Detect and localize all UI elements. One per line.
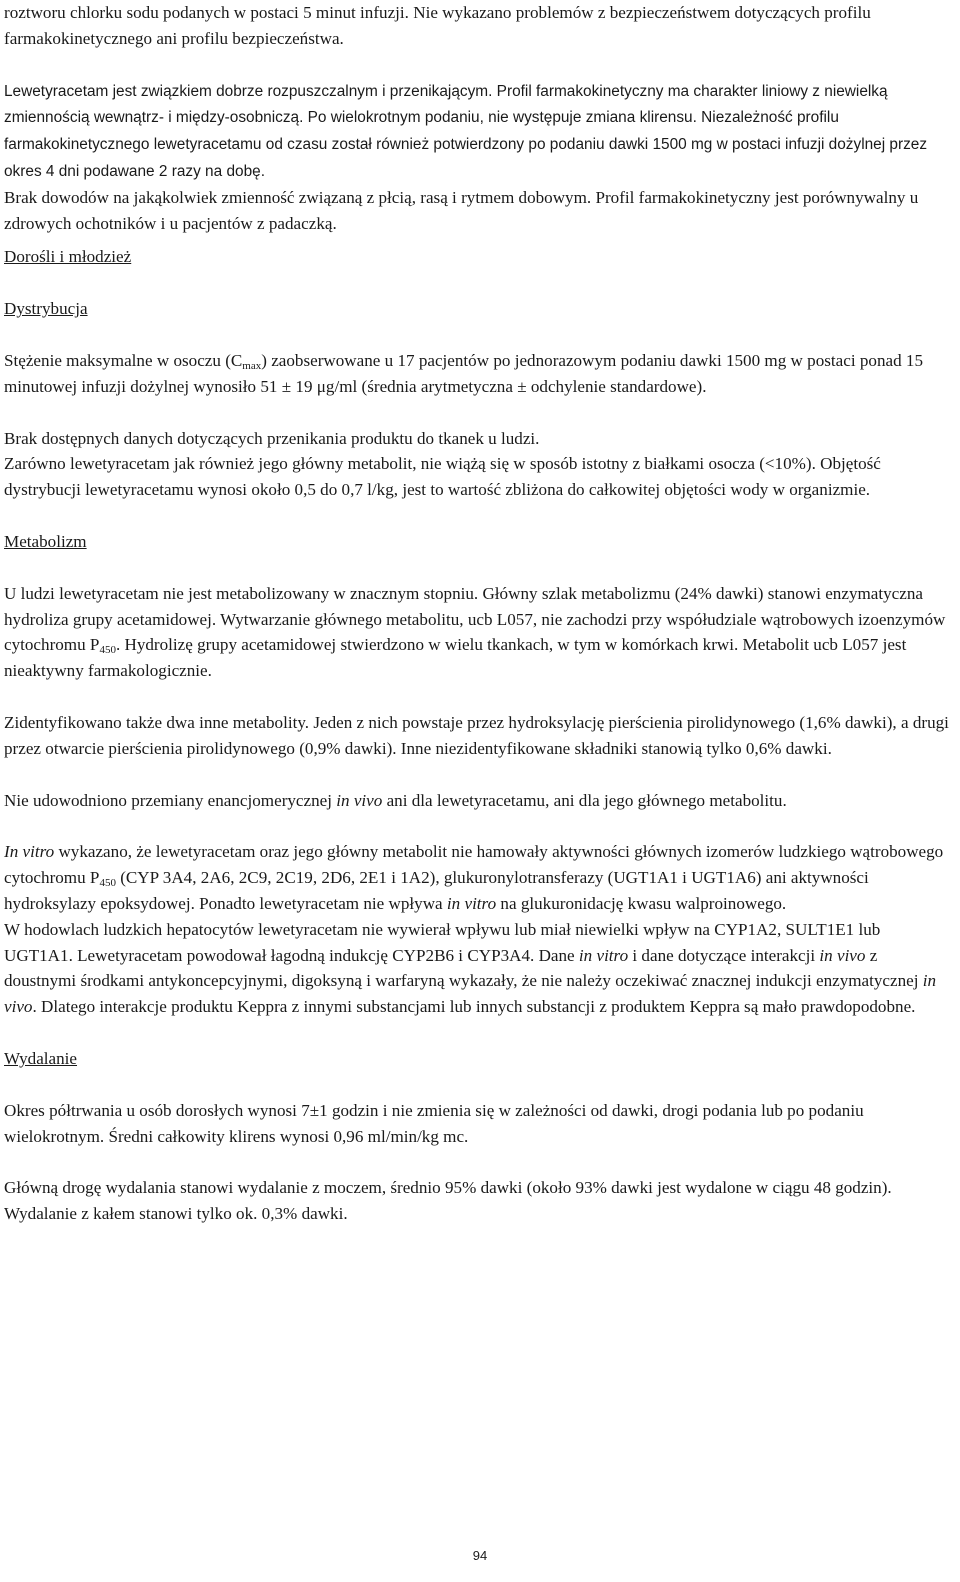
elimination-paragraph-1: Okres półtrwania u osób dorosłych wynosi 7±1 godzin i nie zmienia się w zależności od dawki, drogi podania lub po podaniu wielokrotnym. Średni całkowity klirens wynosi 0,96 ml/min/kg mc. xyxy=(4,1100,864,1146)
metabolism-p1-text-a: U ludzi lewetyracetam nie jest metabolizowany w znacznym stopniu. Główny szlak metabolizmu (24% dawki) stanowi enzymatyczna hydroliza grupy acetamidowej. Wytwarzanie głównego metabolitu, ucb L057, nie zachodzi przy współudziale wątrobowych izoenzymów cytochromu P xyxy=(4,583,946,655)
section-heading-distribution: Dystrybucja xyxy=(4,299,88,319)
metabolism-p4-italic-1: In vitro xyxy=(4,842,55,862)
distribution-paragraph-3: Zarówno lewetyracetam jak również jego główny metabolit, nie wiążą się w sposób istotny z białkami osocza (<10%). Objętość dystrybucji lewetyracetamu wynosi około 0,5 do 0,7 l/kg, jest to wartość zbliżona do całkowitej objętości wody w organizmie. xyxy=(4,454,881,500)
metabolism-p5-italic-1: in vitro xyxy=(578,945,629,965)
metabolism-paragraph-1 xyxy=(4,581,952,684)
distribution-p1-text-a: Stężenie maksymalne w osoczu (C xyxy=(4,350,243,370)
metabolism-p5-text-b: i dane dotyczące interakcji xyxy=(628,945,820,965)
distribution-paragraph-2: Brak dostępnych danych dotyczących przenikania produktu do tkanek u ludzi. xyxy=(4,428,540,448)
document-page xyxy=(4,0,952,1227)
intro-paragraph-3: Brak dowodów na jakąkolwiek zmienność związaną z płcią, rasą i rytmem dobowym. Profil farmakokinetyczny jest porównywalny u zdrowych ochotników i u pacjentów z padaczką. xyxy=(4,187,919,233)
metabolism-p1-text-b: . Hydrolizę grupy acetamidowej stwierdzono w wielu tkankach, w tym w komórkach krwi. Metabolit ucb L057 jest nieaktywny farmakologicznie. xyxy=(4,635,907,681)
section-heading-metabolism: Metabolizm xyxy=(4,531,87,551)
metabolism-p3-text-b: ani dla lewetyracetamu, ani dla jego głównego metabolitu. xyxy=(382,790,787,810)
metabolism-paragraph-5 xyxy=(4,917,952,1020)
metabolism-p3-italic: in vivo xyxy=(336,790,383,810)
metabolism-p5-text-d: . Dlatego interakcje produktu Keppra z innymi substancjami lub innych substancji z produktem Keppra są mało prawdopodobne. xyxy=(32,997,916,1017)
section-heading-elimination: Wydalanie xyxy=(4,1048,78,1068)
cmax-subscript: max xyxy=(242,359,262,372)
metabolism-p4-text-b: (CYP 3A4, 2A6, 2C9, 2C19, 2D6, 2E1 i 1A2), glukuronylotransferazy (UGT1A1 i UGT1A6) ani aktywności hydroksylazy epoksydowej. Ponadto lewetyracetam nie wpływa xyxy=(4,868,869,913)
metabolism-p5-text-a: W hodowlach ludzkich hepatocytów lewetyracetam nie wywierał wpływu lub miał niewielki wpływ na CYP1A2, SULT1E1 lub UGT1A1. Lewetyracetam powodował łagodną indukcję CYP2B6 i CYP3A4. Dane xyxy=(4,919,881,965)
metabolism-p5-italic-3: in vivo xyxy=(4,971,937,1017)
elimination-paragraph-2: Główną drogę wydalania stanowi wydalanie z moczem, średnio 95% dawki (około 93% dawki jest wydalone w ciągu 48 godzin). Wydalanie z kałem stanowi tylko ok. 0,3% dawki. xyxy=(4,1178,892,1224)
metabolism-p3-text-a: Nie udowodniono przemiany enancjomerycznej xyxy=(4,790,337,810)
intro-paragraph-2-part-a: Lewetyracetam jest związkiem dobrze rozpuszczalnym i przenikającym. Profil farmakokinetyczny ma charakter liniowy z niewielką zmiennością wewnątrz- i między-osobniczą. Po wielokrotnym podaniu, nie występuje zmiana klirensu. xyxy=(4,82,888,127)
page-number: 94 xyxy=(472,1548,488,1563)
metabolism-paragraph-3 xyxy=(4,788,952,814)
metabolism-p4-italic-2: in vitro xyxy=(446,893,497,913)
metabolism-p4-text-c: na glukuronidację kwasu walproinowego. xyxy=(496,893,787,913)
distribution-p1-text-b: ) zaobserwowane u 17 pacjentów po jednorazowym podaniu dawki 1500 mg w postaci ponad 15 minutowej infuzji dożylnej wynosiło 51 ± 19 μg/ml (średnia arytmetyczna ± odchylenie standardowe). xyxy=(4,350,923,396)
p450-subscript-2: 450 xyxy=(99,877,116,890)
metabolism-p4-text-a: wykazano, że lewetyracetam oraz jego główny metabolit nie hamowały aktywności głównych izomerów ludzkiego wątrobowego cytochromu P xyxy=(4,842,944,888)
intro-paragraph-2-part-b: Niezależność profilu farmakokinetycznego lewetyracetamu od czasu został również potwierdzony po podaniu dawki 1500 mg w postaci infuzji dożylnej przez okres 4 dni podawane 2 razy na dobę. xyxy=(4,109,928,180)
metabolism-paragraph-4 xyxy=(4,839,952,916)
distribution-paragraph-1 xyxy=(4,348,952,400)
intro-paragraph-2 xyxy=(4,78,952,185)
section-heading-adults: Dorośli i młodzież xyxy=(4,247,132,267)
metabolism-p5-italic-2: in vivo xyxy=(819,945,866,965)
p450-subscript: 450 xyxy=(99,644,116,657)
metabolism-p5-text-c: z doustnymi środkami antykoncepcyjnymi, digoksyną i warfaryną wykazały, że nie należy oczekiwać znacznej indukcji enzymatycznej xyxy=(4,945,923,991)
metabolism-paragraph-2: Zidentyfikowano także dwa inne metabolity. Jeden z nich powstaje przez hydroksylację pierścienia pirolidynowego (1,6% dawki), a drugi przez otwarcie pierścienia pirolidynowego (0,9% dawki). Inne niezidentyfikowane składniki stanowią tylko 0,6% dawki. xyxy=(4,712,949,758)
intro-paragraph-1: roztworu chlorku sodu podanych w postaci 5 minut infuzji. Nie wykazano problemów z bezpieczeństwem dotyczących profilu farmakokinetycznego ani profilu bezpieczeństwa. xyxy=(4,3,871,48)
